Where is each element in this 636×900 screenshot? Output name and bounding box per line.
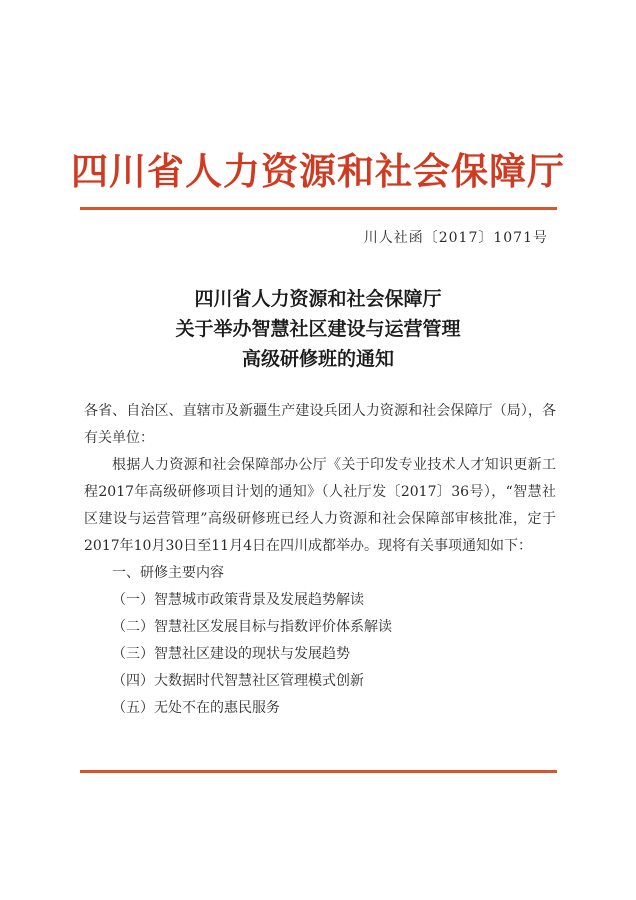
footer-red-rule [80, 770, 557, 773]
section-item: （一）智慧城市政策背景及发展趋势解读 [112, 592, 364, 608]
body-paragraph: 根据人力资源和社会保障部办公厅《关于印发专业技术人才知识更新工程2017年高级研修项目计划的通知》（人社厅发〔2017〕36号），“智慧社区建设与运营管理”高级研修班已经人力资源和社会保障部审核批准，定于2017年10月30日至11月4日在四川成都举办。现将有关事项通知如下： [84, 457, 556, 554]
document-number: 川人社函〔2017〕1071号 [363, 230, 548, 246]
header-red-rule [80, 207, 557, 210]
document-body [84, 398, 556, 722]
section-item: （四）大数据时代智慧社区管理模式创新 [112, 673, 364, 689]
issuing-agency-header: 四川省人力资源和社会保障厅 [71, 149, 565, 193]
salutation: 各省、自治区、直辖市及新疆生产建设兵团人力资源和社会保障厅（局），各有关单位： [84, 403, 556, 446]
section-item: （二）智慧社区发展目标与指数评价体系解读 [112, 619, 392, 635]
document-title-line-2: 关于举办智慧社区建设与运营管理 [175, 318, 461, 340]
document-title-line-1: 四川省人力资源和社会保障厅 [194, 288, 442, 310]
section-heading: 一、研修主要内容 [112, 565, 224, 581]
document-title-line-3: 高级研修班的通知 [241, 348, 394, 370]
section-item: （五）无处不在的惠民服务 [112, 700, 280, 716]
section-item: （三）智慧社区建设的现状与发展趋势 [112, 646, 350, 662]
document-title [0, 284, 636, 374]
